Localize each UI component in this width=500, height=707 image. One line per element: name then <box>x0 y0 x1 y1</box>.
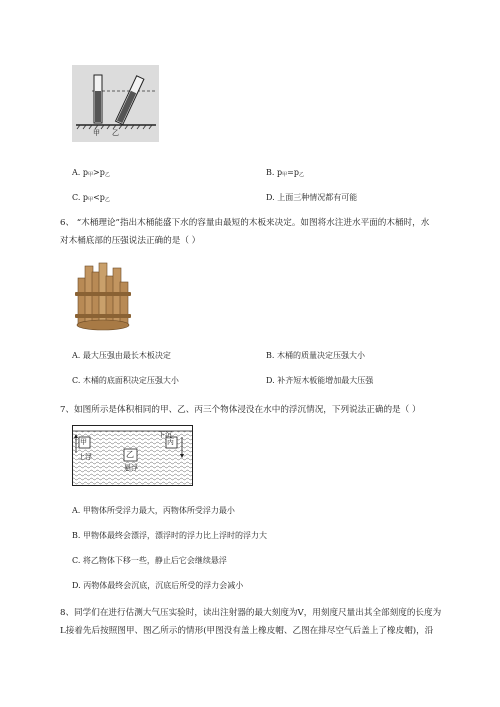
q5-option-c[interactable]: C. $p_甲<p_乙$ <box>72 193 110 203</box>
object-jia-label: 甲 <box>80 438 87 446</box>
wooden-bucket-figure <box>72 262 134 332</box>
q7-option-a[interactable]: A. 甲物体所受浮力最大，丙物体所受浮力最小 <box>72 506 235 515</box>
q6-stem <box>60 214 460 250</box>
q6-stem-line2: 对木桶底部的压强说法正确的是（ ） <box>60 236 201 246</box>
q7-stem: 7、如图所示是体积相同的甲、乙、丙三个物体浸没在水中的浮沉情况，下列说法正确的是（ ） <box>60 405 421 415</box>
object-yi-label: 乙 <box>126 450 134 459</box>
tube-label-yi: 乙 <box>112 129 119 137</box>
q7-option-b[interactable]: B. 甲物体最终会漂浮，漂浮时的浮力比上浮时的浮力大 <box>72 531 267 540</box>
q6-option-c[interactable]: C. 木桶的底面积决定压强大小 <box>72 376 179 385</box>
shangfu-label: 上浮 <box>78 453 92 461</box>
q8-stem-line1: 8、同学们在进行估测大气压实验时，读出注射器的最大刻度为V，用刻度尺量出其全部刻度的长度为 <box>60 608 442 618</box>
q8-stem-line2: L接着先后按照图甲、图乙所示的情形(甲图没有盖上橡皮帽、乙图在排尽空气后盖上了橡皮帽)，沿 <box>60 626 434 636</box>
q5-option-b[interactable]: B. $p_甲=p_乙$ <box>266 168 304 178</box>
object-bing-label: 丙 <box>167 438 174 446</box>
q6-option-b[interactable]: B. 木桶的质量决定压强大小 <box>266 351 365 360</box>
q5-option-d[interactable]: D. 上面三种情况都有可能 <box>266 193 358 202</box>
q6-stem-line1: 6、 “木桶理论”指出木桶能盛下水的容量由最短的木板来决定。如图将水注进水平面的木桶时，水 <box>60 218 430 228</box>
floating-objects-figure <box>72 425 193 486</box>
q7-option-d[interactable]: D. 丙物体最终会沉底，沉底后所受的浮力会减小 <box>72 581 244 590</box>
q8-stem <box>60 604 441 640</box>
q7-option-c[interactable]: C. 将乙物体下移一些，静止后它会继续悬浮 <box>72 556 227 565</box>
test-tube-figure <box>72 65 159 142</box>
tube-label-jia: 甲 <box>93 129 100 137</box>
xiachen-label: 下沉 <box>158 431 172 439</box>
q5-option-a[interactable]: A. $p_甲>p_乙$ <box>72 168 110 178</box>
xuanfu-label: 悬浮 <box>124 464 138 472</box>
q6-option-a[interactable]: A. 最大压强由最长木板决定 <box>72 351 171 360</box>
q6-option-d[interactable]: D. 补齐短木板能增加最大压强 <box>266 376 374 385</box>
